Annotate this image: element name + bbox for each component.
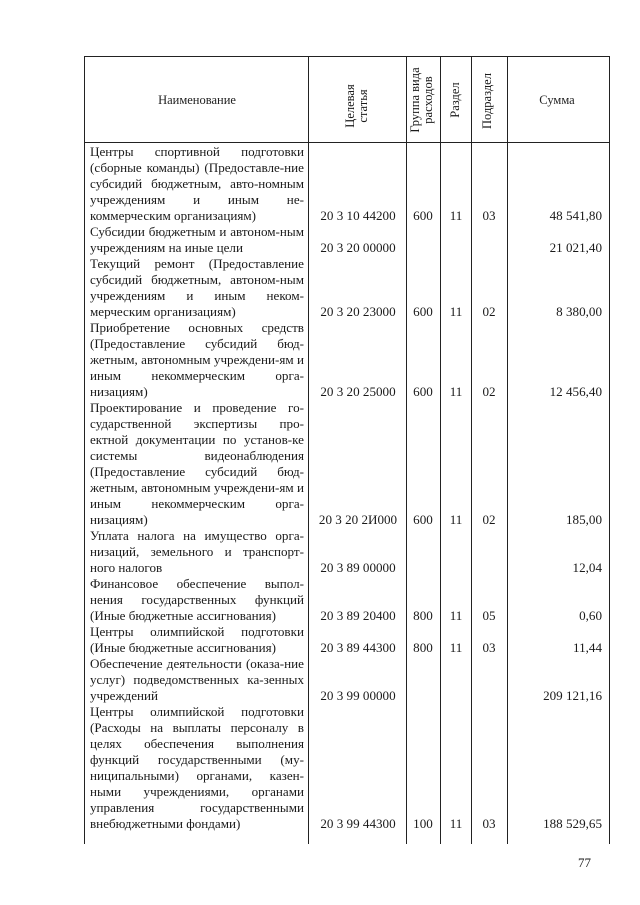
row-subsection: 02: [482, 304, 496, 319]
row-code: 20 3 20 23000: [320, 304, 396, 319]
header-name: Наименование: [158, 93, 236, 107]
row-section: 11: [449, 512, 463, 527]
row-sum: 12,04: [572, 560, 602, 575]
row-name: Центры спортивной подготовки (сборные команды) (Предоставле-ние субсидий бюджетным, авто-номным учреждениям и иным не-коммерческим организациям): [90, 144, 304, 223]
row-code: 20 3 10 44200: [320, 208, 396, 223]
row-sum: 209 121,16: [543, 688, 602, 703]
header-section: Раздел: [448, 82, 462, 118]
row-group: 600: [413, 512, 433, 527]
row-group: 600: [413, 304, 433, 319]
row-subsection: 02: [482, 512, 496, 527]
row-subsection: 02: [482, 384, 496, 399]
row-name: Текущий ремонт (Предоставление субсидий бюджетным, автоном-ным учреждениям и иным неком-мерческим организациям): [90, 256, 304, 319]
row-sum: 8 380,00: [556, 304, 602, 319]
row-code: 20 3 89 20400: [320, 608, 396, 623]
row-section: 11: [449, 640, 463, 655]
row-sum: 12 456,40: [549, 384, 602, 399]
row-subsection: 03: [482, 208, 496, 223]
header-sum: Сумма: [539, 93, 575, 107]
header-target-article: Целевая статья: [343, 84, 370, 128]
row-group: 800: [413, 640, 433, 655]
header-subsection: Подраздел: [480, 73, 494, 129]
row-name: Субсидии бюджетным и автоном-ным учреждениям на иные цели: [90, 224, 304, 255]
header-expense-group: Группа вида расходов: [408, 67, 435, 133]
row-name: Уплата налога на имущество орга-низаций, земельного и транспорт-ного налогов: [90, 528, 304, 575]
row-name: Приобретение основных средств (Предоставление субсидий бюд-жетным, автономным учреждени-ям и иным некоммерческим орга-низациям): [90, 320, 304, 399]
row-group: 800: [413, 608, 433, 623]
row-sum: 0,60: [579, 608, 602, 623]
table-border-right: [609, 56, 610, 844]
row-code: 20 3 20 2И000: [318, 512, 398, 527]
row-group: 600: [413, 208, 433, 223]
row-name: Центры олимпийской подготовки (Иные бюджетные ассигнования): [90, 624, 304, 655]
row-code: 20 3 99 00000: [320, 688, 396, 703]
row-code: 20 3 20 25000: [320, 384, 396, 399]
row-code: 20 3 99 44300: [320, 816, 396, 831]
row-group: 600: [413, 384, 433, 399]
column-divider-group: [406, 56, 407, 844]
table-border-left: [84, 56, 85, 844]
row-section: 11: [449, 384, 463, 399]
row-sum: 48 541,80: [549, 208, 602, 223]
row-code: 20 3 89 44300: [320, 640, 396, 655]
column-divider-sum: [507, 56, 508, 844]
page-number: 77: [578, 855, 591, 870]
row-code: 20 3 20 00000: [320, 240, 396, 255]
row-sum: 21 021,40: [549, 240, 602, 255]
row-name: Финансовое обеспечение выпол-нения государственных функций (Иные бюджетные ассигнования): [90, 576, 304, 623]
row-name: Центры олимпийской подготовки (Расходы на выплаты персоналу в целях обеспечения выполнения функций государственными (му-ниципальными) органами, казен-ными учреждениями, органами управления государственными внебюджетными фондами): [90, 704, 304, 831]
row-sum: 11,44: [573, 640, 602, 655]
column-divider-code: [308, 56, 309, 844]
row-group: 100: [413, 816, 433, 831]
row-sum: 185,00: [565, 512, 602, 527]
row-section: 11: [449, 208, 463, 223]
row-code: 20 3 89 00000: [320, 560, 396, 575]
row-section: 11: [449, 304, 463, 319]
row-section: 11: [449, 816, 463, 831]
row-subsection: 05: [482, 608, 496, 623]
row-name: Проектирование и проведение го-сударственной экспертизы про-ектной документации по установ-ке системы видеонаблюдения (Предоставление субсидий бюд-жетным, автономным учреждени-ям и иным некоммерческим орга-низациям): [90, 400, 304, 527]
row-subsection: 03: [482, 640, 496, 655]
column-divider-subsection: [471, 56, 472, 844]
table-top-border: [84, 56, 610, 57]
row-name: Обеспечение деятельности (оказа-ние услуг) подведомственных ка-зенных учреждений: [90, 656, 304, 703]
row-sum: 188 529,65: [543, 816, 602, 831]
row-section: 11: [449, 608, 463, 623]
column-divider-section: [440, 56, 441, 844]
row-subsection: 03: [482, 816, 496, 831]
